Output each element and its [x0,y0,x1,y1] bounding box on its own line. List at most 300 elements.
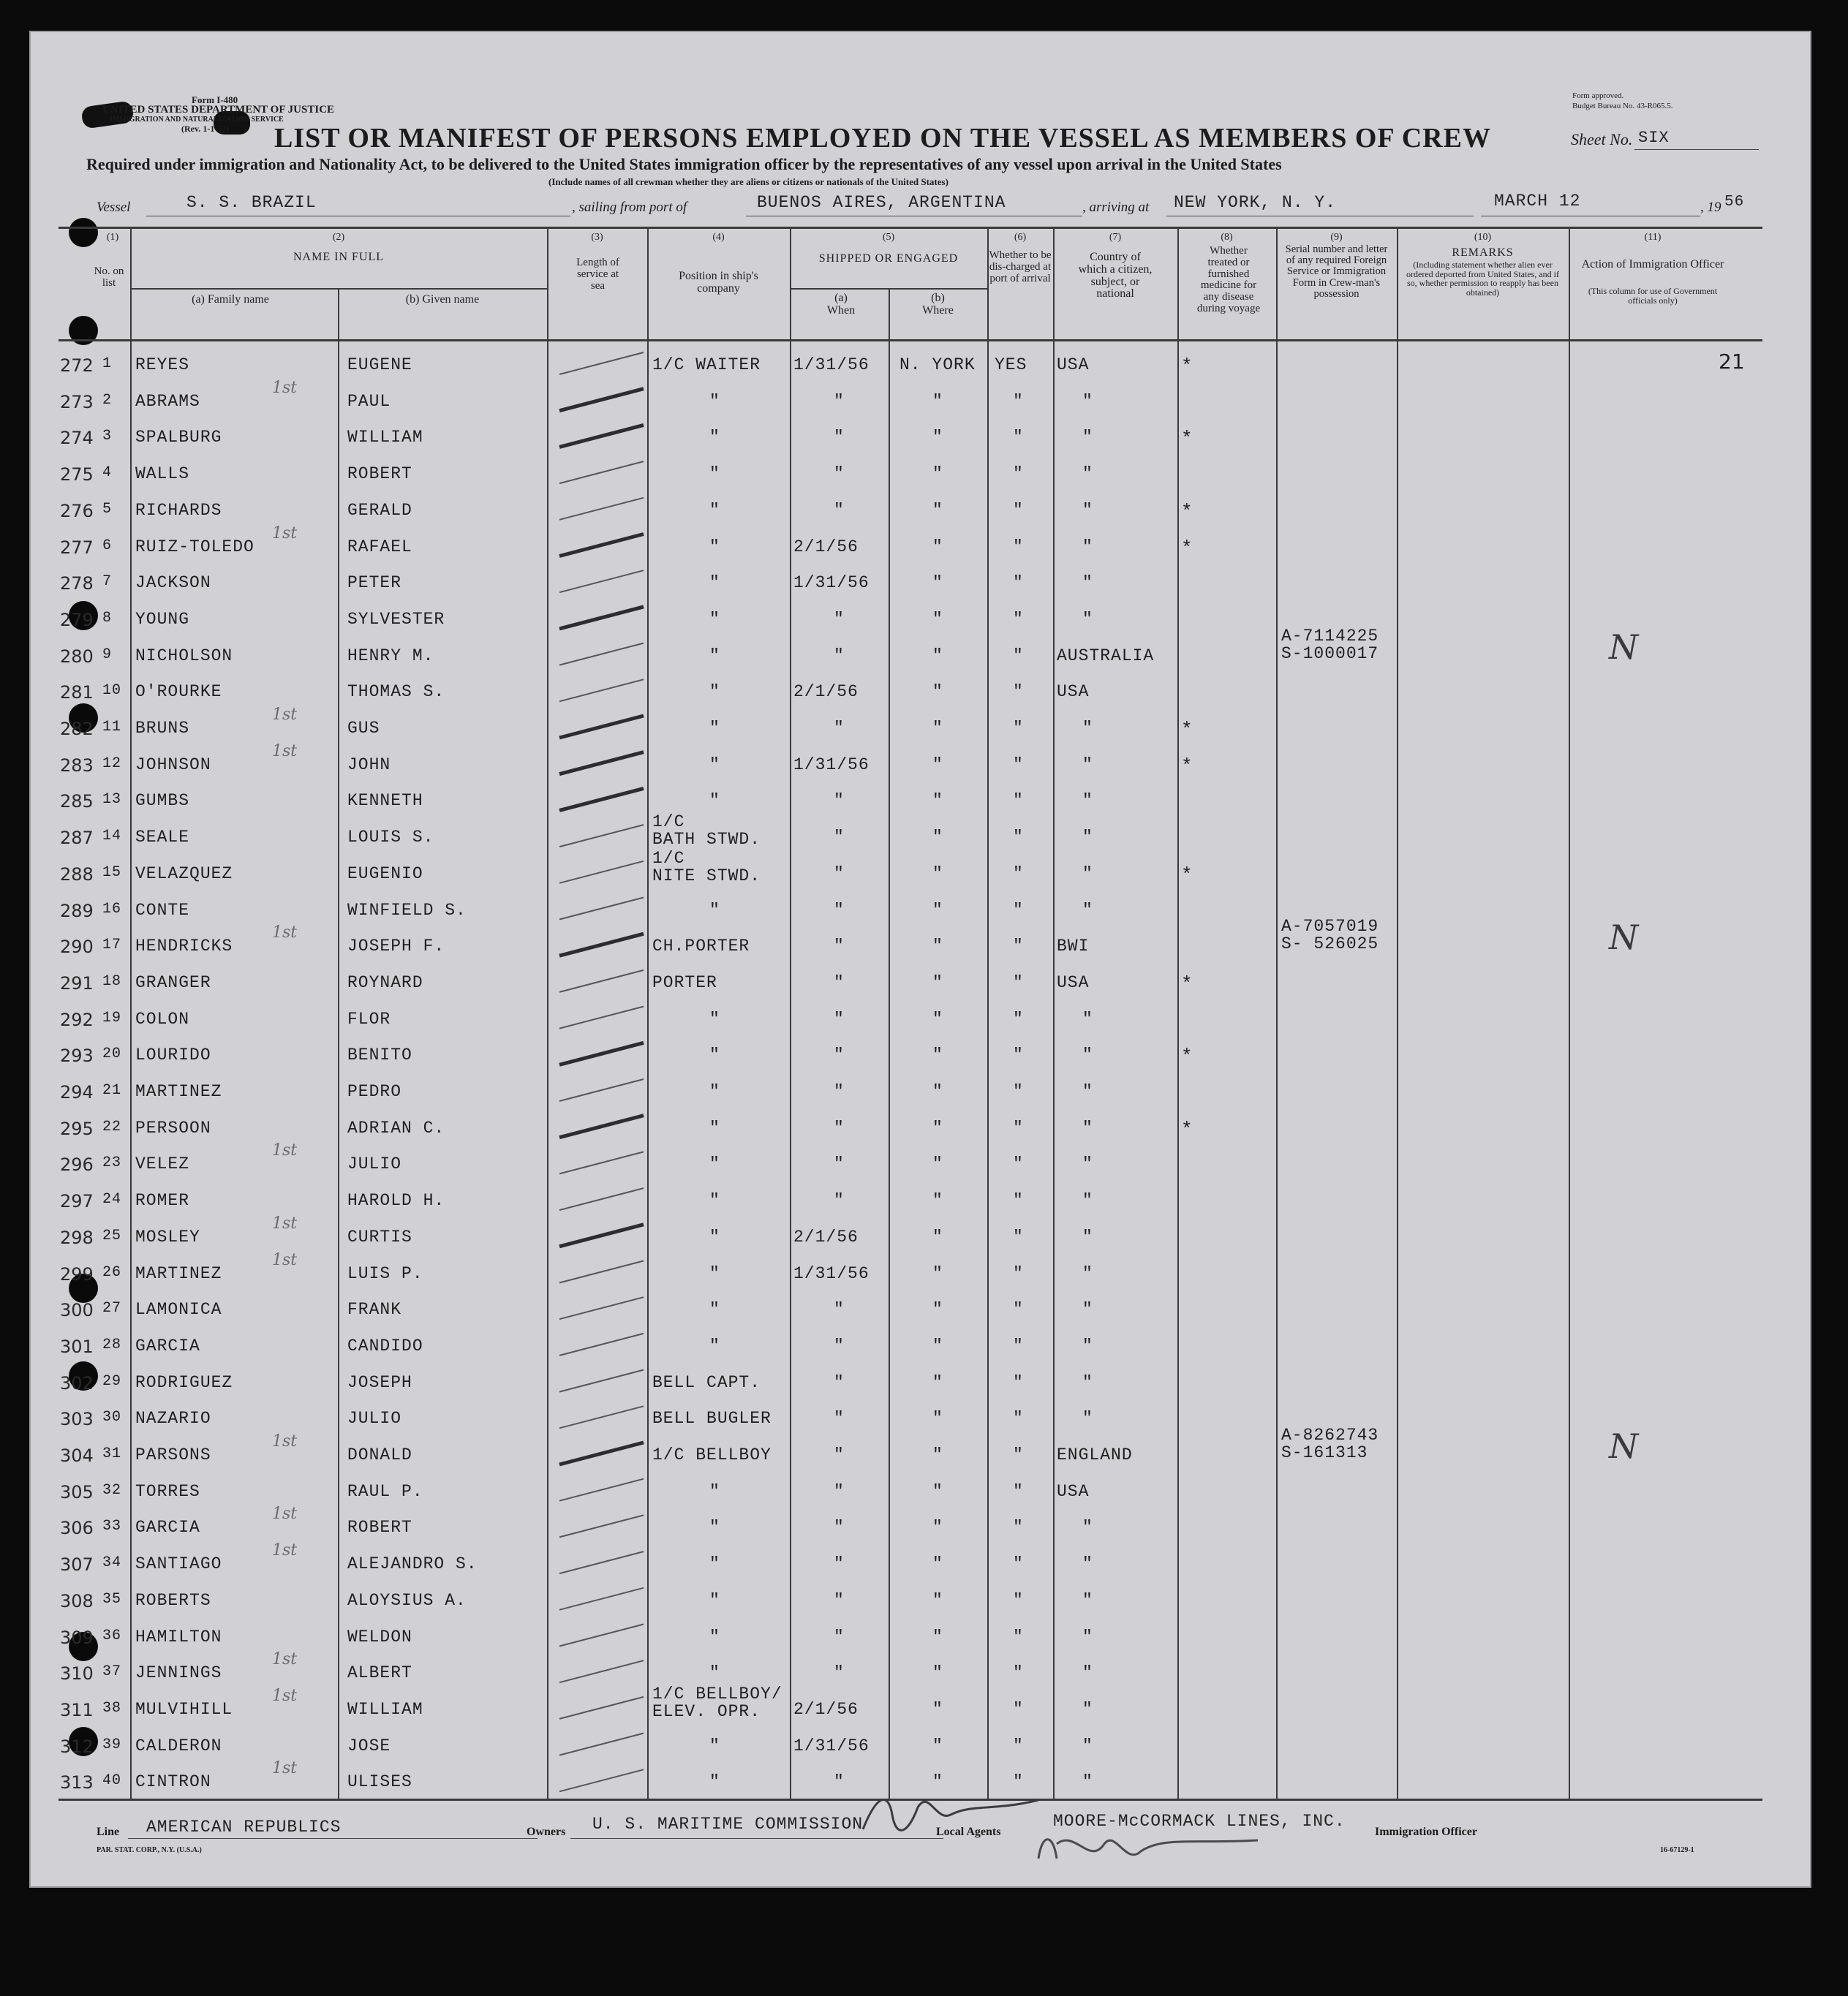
cell-given: JOSEPH [347,1372,412,1392]
crew-row [29,523,1811,565]
list-number: 23 [102,1154,122,1172]
department-line: UNITED STATES DEPARTMENT OF JUSTICE [102,104,335,116]
cell-country: " [1082,1046,1093,1065]
cell-family: PARSONS [135,1445,211,1464]
cell-disch: " [1013,1445,1024,1464]
cell-position: " [709,1191,720,1211]
cell-where: N. YORK [900,355,976,374]
cell-where: " [932,1627,943,1647]
list-number: 35 [102,1590,122,1608]
cell-where: " [932,1518,943,1538]
col5-header: SHIPPED OR ENGAGED [818,252,959,265]
cell-disch: " [1013,646,1024,665]
list-number: 37 [102,1663,122,1681]
cell-given: BENITO [347,1046,412,1065]
handwritten-list-number: 277 [60,537,94,558]
col10-number: (10) [1474,232,1492,243]
cell-when: " [834,1191,845,1211]
cell-family: GARCIA [135,1336,200,1356]
printer-line: PAR. STAT. CORP., N.Y. (U.S.A.) [97,1846,202,1854]
cell-position: 1/C BELLBOY [652,1445,772,1464]
col11-number: (11) [1644,232,1662,243]
cell-position: BELL CAPT. [652,1372,761,1392]
cell-family: SEALE [135,828,190,847]
cell-given: ALEJANDRO S. [347,1554,478,1574]
cell-star: * [1181,428,1193,450]
cell-position: BELL BUGLER [652,1409,772,1429]
cell-when: " [834,1554,845,1574]
list-number: 24 [102,1191,122,1209]
crew-row [29,1728,1811,1764]
crew-row [29,419,1811,455]
handwritten-list-number: 285 [60,791,94,812]
col1-number: (1) [106,232,119,243]
cell-country: " [1082,1118,1093,1138]
cell-given: ALBERT [347,1663,412,1683]
handwritten-list-number: 307 [60,1554,94,1576]
list-number: 12 [102,755,122,772]
list-number: 40 [102,1772,122,1790]
cell-where: " [932,646,943,665]
handwritten-list-number: 278 [60,573,94,594]
cell-position: " [709,719,720,738]
cell-where: " [932,719,943,738]
cell-family: HAMILTON [135,1627,222,1647]
cell-serial: A-7114225 S-1000017 [1281,626,1379,663]
cell-position: 1/C BATH STWD. [652,812,761,850]
cell-country: " [1082,500,1093,520]
cell-star: * [1181,719,1193,741]
cell-where: " [932,1372,943,1392]
list-number: 2 [102,391,113,409]
year-value: 56 [1724,194,1745,211]
budget-bureau: Budget Bureau No. 43-R065.5. [1572,102,1673,110]
cell-given: JULIO [347,1154,402,1174]
cell-where: " [932,937,943,956]
cell-country: " [1082,1627,1093,1647]
cell-disch: " [1013,1663,1024,1683]
handwritten-list-number: 274 [60,428,94,449]
cell-where: " [932,900,943,920]
handwritten-list-number: 313 [60,1772,94,1793]
cell-disch: " [1013,1699,1024,1719]
handwritten-list-number: 294 [60,1082,94,1103]
cell-when: " [834,719,845,738]
subtitle: Required under immigration and Nationality Act, to be delivered to the United States immigration officer by the representatives of any vessel upon arrival in the United States [86,155,1282,173]
cell-given: WINFIELD S. [347,900,467,920]
cell-given: RAFAEL [347,537,412,556]
col6-number: (6) [1014,232,1027,243]
cell-where: " [932,1736,943,1755]
pencil-note: 1st [272,378,298,397]
list-number: 36 [102,1627,122,1644]
cell-disch: " [1013,500,1024,520]
list-number: 30 [102,1409,122,1426]
cell-when: " [834,1372,845,1392]
cell-when: " [834,609,845,629]
cell-where: " [932,1118,943,1138]
list-number: 33 [102,1518,122,1535]
list-number: 16 [102,900,122,918]
cell-position: 1/C NITE STWD. [652,848,761,885]
list-number: 15 [102,863,122,881]
list-number: 18 [102,972,122,990]
cell-position: " [709,573,720,593]
handwritten-list-number: 282 [60,719,94,739]
cell-disch: " [1013,1336,1024,1356]
cell-where: " [932,1699,943,1719]
cell-family: RICHARDS [135,500,222,520]
cell-given: FLOR [347,1009,391,1029]
cell-when: " [834,900,845,920]
crew-row [29,564,1811,601]
crew-row [29,1073,1811,1110]
cell-position: " [709,1263,720,1283]
handwritten-list-number: 306 [60,1518,94,1539]
crew-row [29,1001,1811,1037]
col8-number: (8) [1221,232,1233,243]
cell-where: " [932,1046,943,1065]
cell-disch: " [1013,791,1024,811]
cell-when: " [834,1046,845,1065]
handwritten-list-number: 305 [60,1481,94,1502]
cell-country: " [1082,900,1093,920]
cell-when: " [834,1772,845,1792]
cell-where: " [932,428,943,447]
cell-when: " [834,1082,845,1101]
punch-hole [69,218,98,247]
col5b-header: (b) Where [922,292,954,317]
year-prefix: , 19 [1700,200,1721,215]
crew-row [29,782,1811,819]
cell-country: " [1082,1554,1093,1574]
cell-when: " [834,428,845,447]
cell-position: PORTER [652,972,717,992]
cell-family: RUIZ-TOLEDO [135,537,254,556]
cell-family: GRANGER [135,972,211,992]
cell-position: " [709,609,720,629]
cell-given: WILLIAM [347,1699,423,1719]
cell-where: " [932,1481,943,1501]
cell-disch: " [1013,1736,1024,1755]
sailing-label: , sailing from port of [572,200,687,215]
cell-family: JACKSON [135,573,211,593]
cell-family: O'ROURKE [135,682,222,702]
cell-disch: " [1013,1118,1024,1138]
cell-where: " [932,755,943,774]
cell-given: ULISES [347,1772,412,1792]
pencil-note: 1st [272,1432,298,1451]
cell-family: REYES [135,355,190,374]
cell-family: CONTE [135,900,190,920]
cell-when: " [834,500,845,520]
cell-when: " [834,1409,845,1429]
table-top-rule [59,227,1762,229]
handwritten-list-number: 295 [60,1118,94,1139]
cell-position: " [709,755,720,774]
cell-when: " [834,1154,845,1174]
handwritten-list-number: 289 [60,900,94,921]
cell-disch: " [1013,1554,1024,1574]
cell-when: 2/1/56 [793,1699,859,1719]
cell-where: " [932,500,943,520]
cell-given: WILLIAM [347,428,423,447]
cell-family: NAZARIO [135,1409,211,1429]
cell-position: " [709,900,720,920]
list-number: 29 [102,1372,122,1390]
cell-family: LOURIDO [135,1046,211,1065]
cell-where: " [932,1009,943,1029]
cell-disch: " [1013,1772,1024,1792]
crew-row [29,1426,1811,1473]
col10-header: REMARKS [1452,246,1514,259]
cell-when: " [834,1300,845,1320]
service-line: IMMIGRATION AND NATURALIZATION SERVICE [110,116,284,124]
cell-star: * [1181,755,1193,777]
list-number: 20 [102,1046,122,1063]
cell-star: * [1181,1118,1193,1141]
cell-when: " [834,1663,845,1683]
include-note: (Include names of all crewman whether they are aliens or citizens or nationals of the United States) [548,176,948,187]
cell-position: " [709,791,720,811]
cell-country: " [1082,791,1093,811]
cell-disch: YES [995,355,1027,374]
pencil-note: 1st [272,706,298,724]
cell-country: " [1082,609,1093,629]
cell-when: " [834,937,845,956]
col2b-header: (b) Given name [405,293,480,306]
col11-subheader: (This column for use of Government officials only) [1588,286,1718,306]
cell-given: RAUL P. [347,1481,423,1501]
officer-label: Immigration Officer [1375,1826,1477,1838]
cell-country: ENGLAND [1057,1445,1133,1464]
cell-disch: " [1013,464,1024,484]
cell-when: " [834,1518,845,1538]
handwritten-list-number: 293 [60,1046,94,1067]
cell-when: " [834,1118,845,1138]
crew-row [29,1684,1811,1728]
col3-number: (3) [591,232,603,243]
crew-row [29,1141,1811,1182]
cell-position: " [709,1663,720,1683]
crew-row [29,1541,1811,1582]
cell-star: * [1181,863,1193,886]
handwritten-list-number: 272 [60,355,94,376]
cell-family: JOHNSON [135,755,211,774]
cell-serial: A-8262743 S-161313 [1281,1426,1379,1462]
cell-disch: " [1013,1082,1024,1101]
cell-star: * [1181,500,1193,523]
crew-row [29,378,1811,420]
cell-country: " [1082,1590,1093,1610]
cell-where: " [932,682,943,702]
cell-position: CH.PORTER [652,937,750,956]
cell-position: " [709,1046,720,1065]
crew-row [29,1182,1811,1219]
cell-where: " [932,573,943,593]
cell-given: ROBERT [347,1518,412,1538]
cell-country: " [1082,1227,1093,1247]
cell-country: " [1082,1154,1093,1174]
cell-family: NICHOLSON [135,646,233,665]
col4-header: Position in ship's company [679,270,758,295]
cell-country: " [1082,1663,1093,1683]
cell-disch: " [1013,609,1024,629]
form-code: 16-67129-1 [1660,1846,1694,1854]
cell-country: " [1082,1409,1093,1429]
cell-family: HENDRICKS [135,937,233,956]
cell-star: * [1181,537,1193,559]
cell-country: " [1082,1009,1093,1029]
crew-row [29,964,1811,1001]
pencil-note: 1st [272,741,298,760]
cell-disch: " [1013,719,1024,738]
cell-where: " [932,1336,943,1356]
arrival-date: MARCH 12 [1494,192,1581,211]
col9-number: (9) [1330,232,1343,243]
crew-row [29,917,1811,964]
list-number: 31 [102,1445,122,1462]
crew-row [29,706,1811,746]
handwritten-list-number: 304 [60,1445,94,1466]
handwritten-list-number: 292 [60,1009,94,1030]
cell-where: " [932,828,943,847]
handwritten-list-number: 301 [60,1336,94,1357]
cell-family: YOUNG [135,609,190,629]
cell-disch: " [1013,682,1024,702]
cell-family: WALLS [135,464,190,484]
handwritten-list-number: 280 [60,646,94,667]
cell-country: USA [1057,682,1090,702]
cell-when: 2/1/56 [793,537,859,556]
cell-when: " [834,828,845,847]
handwritten-list-number: 296 [60,1154,94,1176]
cell-given: JULIO [347,1409,402,1429]
cell-disch: " [1013,937,1024,956]
list-number: 6 [102,537,113,554]
handwritten-list-number: 310 [60,1663,94,1685]
cell-given: HENRY M. [347,646,434,665]
col8-header: Whether treated or furnished medicine for any disease during voyage [1196,245,1261,314]
cell-when: " [834,791,845,811]
handwritten-list-number: 312 [60,1736,94,1757]
cell-disch: " [1013,972,1024,992]
cell-country: " [1082,1518,1093,1538]
cell-given: PEDRO [347,1082,402,1101]
cell-where: " [932,1263,943,1283]
crew-row [29,812,1811,855]
cell-disch: " [1013,828,1024,847]
cell-country: " [1082,719,1093,738]
crew-row [29,1650,1811,1691]
cell-position: " [709,1481,720,1501]
cell-given: JOHN [347,755,391,774]
cell-country: " [1082,1772,1093,1792]
list-number: 7 [102,573,113,591]
handwritten-list-number: 308 [60,1590,94,1611]
handwritten-list-number: 303 [60,1409,94,1430]
cell-given: JOSEPH F. [347,937,445,956]
agents-value: MOORE-McCORMACK LINES, INC. [1053,1812,1346,1831]
cell-disch: " [1013,755,1024,774]
crew-row [29,1037,1811,1073]
owners-label: Owners [527,1826,566,1838]
handwritten-list-number: 273 [60,391,94,412]
cell-family: MARTINEZ [135,1263,222,1283]
cell-country: " [1082,537,1093,556]
crew-row [29,1110,1811,1146]
cell-family: MOSLEY [135,1227,200,1247]
cell-disch: " [1013,537,1024,556]
handwritten-list-number: 297 [60,1191,94,1212]
list-number: 14 [102,828,122,845]
crew-row [29,347,1811,383]
pencil-note: 1st [272,1141,298,1160]
cell-when: 1/31/56 [793,755,870,774]
cell-where: " [932,1082,943,1101]
crew-row [29,1328,1811,1364]
cell-family: MARTINEZ [135,1082,222,1101]
cell-position: " [709,1554,720,1574]
col2a-header: (a) Family name [192,293,269,306]
cell-family: COLON [135,1009,190,1029]
handwritten-list-number: 299 [60,1263,94,1285]
cell-family: SANTIAGO [135,1554,222,1574]
pencil-note: 1st [272,1505,298,1524]
crew-row [29,1582,1811,1619]
pencil-note: 1st [272,1650,298,1669]
crew-row [29,1214,1811,1255]
cell-country: " [1082,464,1093,484]
pencil-note: 1st [272,523,298,543]
handwritten-list-number: 291 [60,972,94,994]
cell-country: USA [1057,972,1090,992]
cell-star: * [1181,972,1193,995]
col5-number: (5) [882,232,895,243]
cell-given: CANDIDO [347,1336,423,1356]
cell-position: " [709,646,720,665]
vessel-label: Vessel [97,200,131,215]
cell-officer-action: N [1609,918,1639,958]
list-number: 11 [102,719,122,736]
sheet-underline [1634,149,1759,150]
crew-row [29,673,1811,710]
cell-when: " [834,972,845,992]
cell-country: " [1082,1191,1093,1211]
sheet-number: SIX [1638,129,1670,147]
list-number: 8 [102,609,113,627]
cell-disch: " [1013,1263,1024,1283]
col3-header: Length of service at sea [576,257,619,292]
handwritten-list-number: 283 [60,755,94,776]
handwritten-list-number: 311 [60,1699,94,1720]
cell-family: BRUNS [135,719,190,738]
cell-position: " [709,1336,720,1356]
form-number: Form I-480 [192,94,238,105]
cell-given: THOMAS S. [347,682,445,702]
cell-country: " [1082,391,1093,411]
cell-disch: " [1013,1518,1024,1538]
cell-disch: " [1013,1046,1024,1065]
crew-row [29,848,1811,892]
cell-given: EUGENE [347,355,412,374]
cell-country: " [1082,1372,1093,1392]
cell-when: " [834,1590,845,1610]
cell-disch: " [1013,1154,1024,1174]
list-number: 32 [102,1481,122,1499]
cell-disch: " [1013,1590,1024,1610]
col1-header: No. on list [94,265,124,289]
